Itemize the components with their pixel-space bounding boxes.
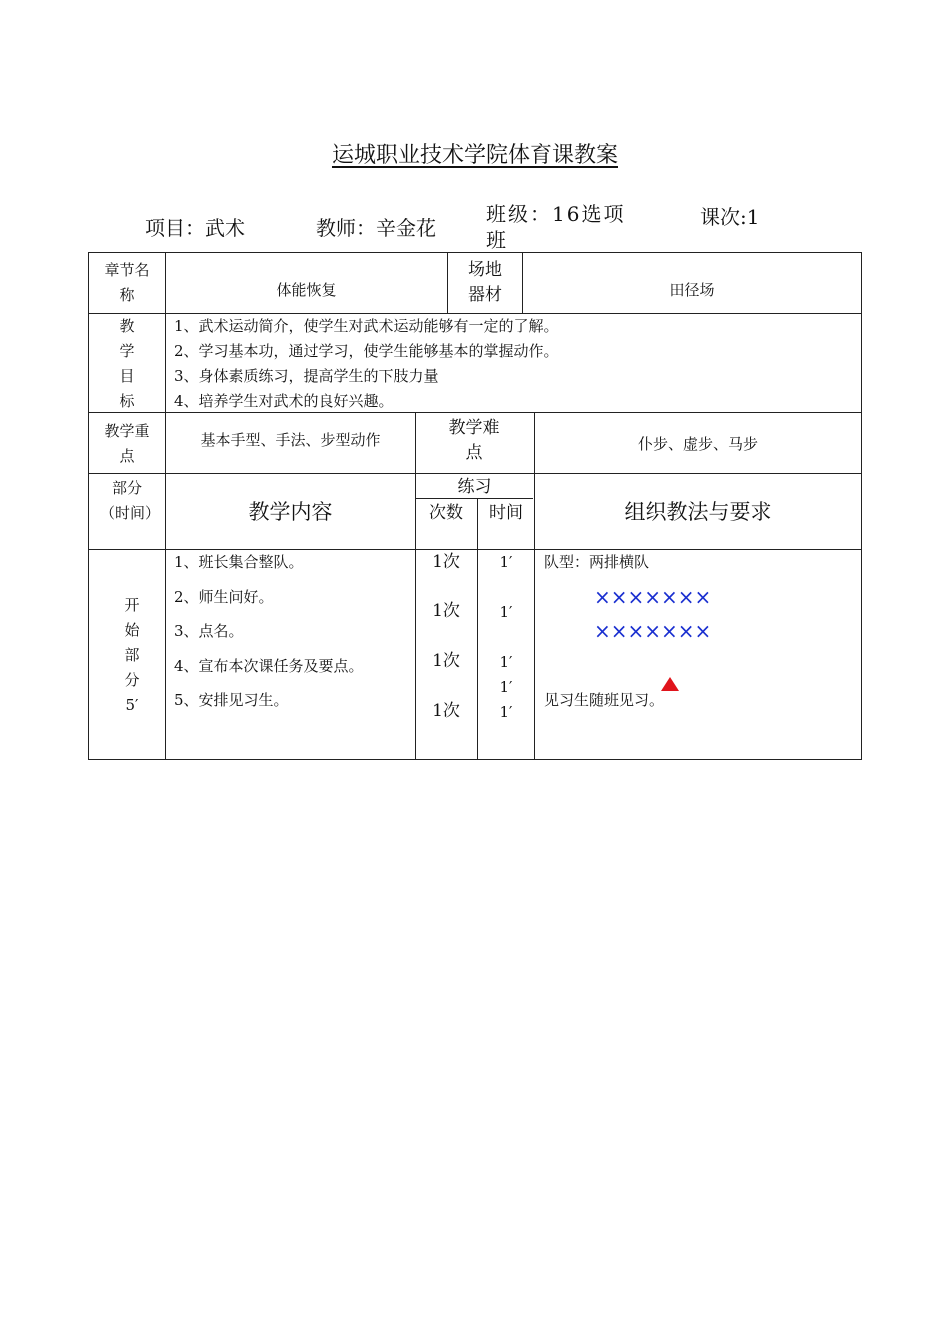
difficulty-label: 教学难点 [448,418,500,463]
formation-label: 队型：两排横队 [544,553,650,571]
chapter-value: 体能恢复 [276,281,337,299]
venue-value: 田径场 [669,281,715,299]
student-row-icon: ××××××× [594,619,712,643]
count-value: 1次 [432,701,460,721]
duration-value: 1′ [499,703,513,721]
list-item: 4、宣布本次课任务及要点。 [174,657,364,675]
lesson-label: 课次:1 [700,205,760,229]
list-item: 3、点名。 [174,622,244,640]
goal-item: 2、学习基本功，通过学习，使学生能够基本的掌握动作。 [174,342,559,360]
teacher-label: 教师：辛金花 [316,216,436,240]
part-label: 开始部分5′ [124,596,140,714]
duration-value: 1′ [499,678,513,696]
lesson-plan-table [88,252,862,760]
duration-value: 1′ [499,653,513,671]
venue-label: 场地器材 [468,260,502,305]
duration-value: 1′ [499,553,513,571]
page-title: 运城职业技术学院体育课教案 [331,143,618,168]
section-label: 部分（时间） [100,479,161,522]
observer-note: 见习生随班见习。 [544,691,665,709]
student-row-icon: ××××××× [594,585,712,609]
goals-label: 教学目标 [119,317,135,410]
duration-value: 1′ [499,603,513,621]
list-item: 2、师生问好。 [174,588,274,606]
times-header: 次数 [429,503,463,523]
goal-item: 1、武术运动简介，使学生对武术运动能够有一定的了解。 [174,317,559,335]
practice-header: 练习 [457,477,492,497]
key-value: 基本手型、手法、步型动作 [200,431,381,449]
key-label: 教学重点 [104,422,150,465]
count-value: 1次 [432,552,460,572]
goal-item: 3、身体素质练习，提高学生的下肢力量 [174,367,439,385]
project-label: 项目：武术 [145,216,245,240]
count-value: 1次 [432,601,460,621]
content-header: 教学内容 [248,500,333,524]
goal-item: 4、培养学生对武术的良好兴趣。 [174,392,394,410]
count-value: 1次 [432,651,460,671]
difficulty-value: 仆步、虚步、马步 [637,435,758,453]
list-item: 1、班长集合整队。 [174,553,304,571]
chapter-label: 章节名称 [104,261,150,304]
class-label: 班级：16选项班 [486,202,626,252]
duration-header: 时间 [489,503,523,523]
list-item: 5、安排见习生。 [174,691,289,709]
method-header: 组织教法与要求 [624,500,772,524]
